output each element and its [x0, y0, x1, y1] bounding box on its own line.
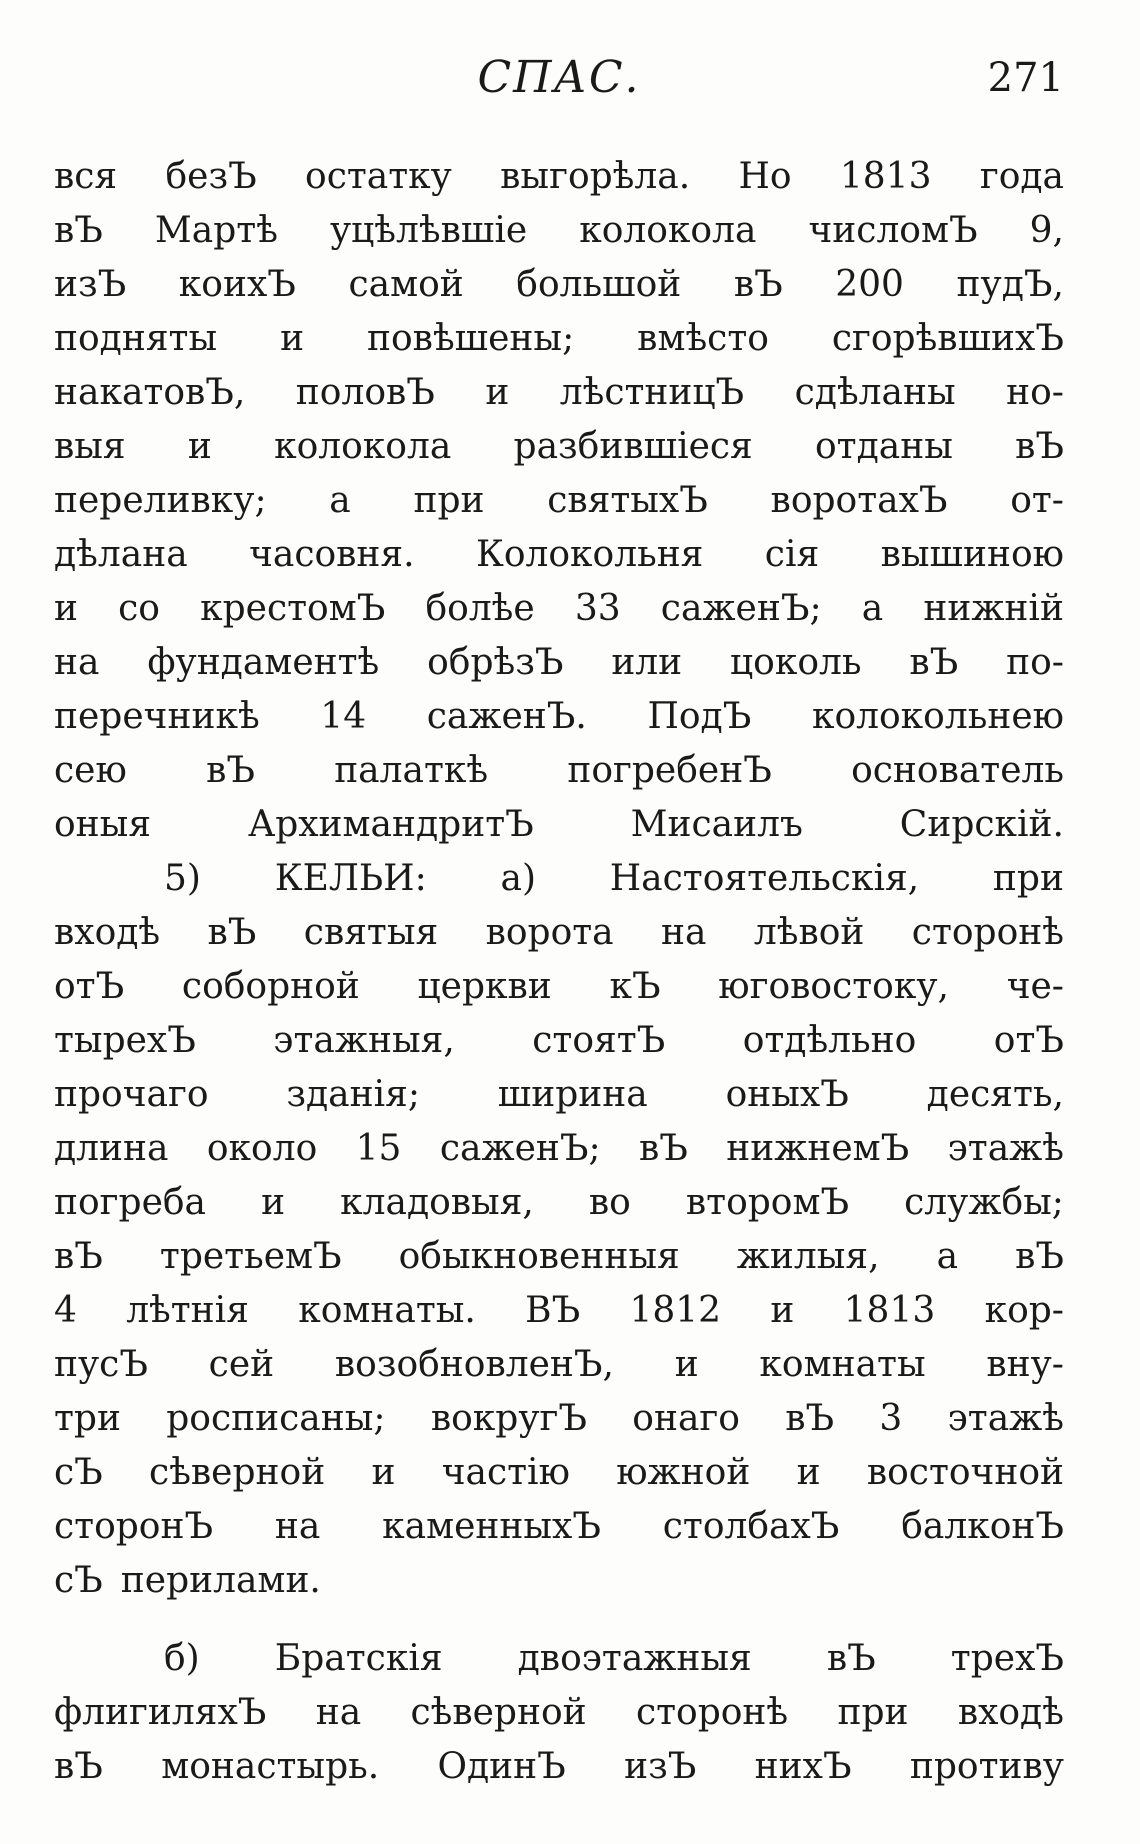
word: на — [661, 912, 707, 953]
word: сгорѣвшихЪ — [831, 318, 1064, 359]
text-line — [54, 1068, 1064, 1122]
word: сторонѣ — [635, 1692, 789, 1733]
word: че- — [1006, 966, 1064, 1007]
word: 33 — [574, 588, 621, 629]
word: сѣверной — [149, 1452, 326, 1493]
word: колокола — [579, 210, 757, 251]
word: три — [54, 1398, 121, 1439]
word: около — [206, 1128, 318, 1169]
word: самой — [348, 264, 464, 305]
word: столбахЪ — [662, 1506, 840, 1547]
text-line — [54, 582, 1064, 636]
word: Но — [738, 156, 792, 197]
word: 200 — [835, 264, 904, 305]
word: сѣверной — [410, 1692, 587, 1733]
word: фундаментѣ — [147, 642, 380, 683]
word: вЪ — [206, 750, 255, 791]
word: и — [485, 372, 510, 413]
text-line — [54, 1122, 1064, 1176]
word: на — [274, 1506, 321, 1547]
text-body — [54, 150, 1064, 1794]
word: на — [315, 1692, 362, 1733]
word: перилами. — [120, 1560, 321, 1601]
word: 14 — [320, 696, 367, 737]
word: вЪ — [785, 1398, 835, 1439]
text-line — [54, 1446, 1064, 1500]
word: АрхимандритЪ — [247, 804, 534, 845]
word: сторонѣ — [911, 912, 1064, 953]
word: 3 — [879, 1398, 903, 1439]
word: лѣвой — [753, 912, 865, 953]
running-head — [54, 48, 1064, 108]
word: палаткѣ — [334, 750, 489, 791]
word: двоэтажныя — [517, 1638, 752, 1679]
word: соборной — [181, 966, 360, 1007]
word: ОдинЪ — [437, 1746, 566, 1787]
word: перечникѣ — [54, 696, 260, 737]
text-line — [54, 636, 1064, 690]
word: нижній — [923, 588, 1064, 629]
word: и — [187, 426, 212, 467]
word: святыя — [303, 912, 439, 953]
word: ПодЪ — [647, 696, 752, 737]
word: ВЪ — [525, 1290, 581, 1331]
word: а) — [500, 858, 536, 899]
word: зданія; — [286, 1074, 420, 1115]
text-line — [54, 528, 1064, 582]
word: часовня. — [249, 534, 415, 575]
word: ширина — [497, 1074, 648, 1115]
word: со — [118, 588, 160, 629]
text-line — [54, 1338, 1064, 1392]
word: вЪ — [638, 1128, 688, 1169]
paragraph-gap — [54, 1608, 1064, 1632]
word: Братскія — [274, 1638, 443, 1679]
text-line — [54, 1632, 1064, 1686]
word: или — [611, 642, 683, 683]
word: лѣтнія — [126, 1290, 249, 1331]
word: на — [54, 642, 100, 683]
word: вокругЪ — [430, 1398, 587, 1439]
text-line — [54, 960, 1064, 1014]
text-line — [54, 852, 1064, 906]
word: 1813 — [839, 156, 932, 197]
word: и — [674, 1344, 699, 1385]
word: кор- — [984, 1290, 1064, 1331]
word: оныхЪ — [725, 1074, 849, 1115]
word: Мартѣ — [154, 210, 278, 251]
word: выгорѣла. — [500, 156, 691, 197]
word: монастырь. — [161, 1746, 380, 1787]
word: вся — [54, 156, 118, 197]
word: сія — [764, 534, 820, 575]
word: разбившіеся — [513, 426, 753, 467]
word: и — [770, 1290, 795, 1331]
word: кЪ — [609, 966, 661, 1007]
word: накатовЪ, — [54, 372, 246, 413]
word: Мисаилъ — [630, 804, 803, 845]
word: отЪ — [993, 1020, 1064, 1061]
word: б) — [164, 1638, 200, 1679]
word: возобновленЪ, — [334, 1344, 614, 1385]
running-title: СПАС. — [477, 52, 641, 103]
word: сЪ — [54, 1560, 103, 1601]
word: вЪ — [54, 1746, 103, 1787]
word: воротахЪ — [770, 480, 948, 521]
word: подняты — [54, 318, 218, 359]
word: отЪ — [54, 966, 125, 1007]
word: вЪ — [909, 642, 959, 683]
word: повѣшены; — [367, 318, 575, 359]
word: изЪ — [54, 264, 127, 305]
word: третьемЪ — [159, 1236, 342, 1277]
word: балконЪ — [901, 1506, 1064, 1547]
word: сею — [54, 750, 127, 791]
word: вЪ — [54, 210, 103, 251]
word: обыкновенныя — [398, 1236, 680, 1277]
word: 9, — [1029, 210, 1064, 251]
text-line — [54, 366, 1064, 420]
word: дѣлана — [54, 534, 188, 575]
word: вышиною — [880, 534, 1064, 575]
text-line — [54, 312, 1064, 366]
word: выя — [54, 426, 126, 467]
text-line — [54, 204, 1064, 258]
text-line — [54, 1500, 1064, 1554]
word: цоколь — [730, 642, 862, 683]
word: во — [588, 1182, 631, 1223]
word: стоятЪ — [532, 1020, 666, 1061]
word: частію — [441, 1452, 570, 1493]
word: по- — [1006, 642, 1064, 683]
word: 15 — [355, 1128, 402, 1169]
word: и — [796, 1452, 821, 1493]
text-line — [54, 906, 1064, 960]
word: онаго — [632, 1398, 740, 1439]
word: погребенЪ — [567, 750, 772, 791]
word: и — [261, 1182, 286, 1223]
word: отданы — [815, 426, 953, 467]
word: изЪ — [624, 1746, 697, 1787]
word: входѣ — [54, 912, 161, 953]
text-line — [54, 1284, 1064, 1338]
word: длина — [54, 1128, 169, 1169]
word: лѣстницЪ — [559, 372, 745, 413]
word: основатель — [851, 750, 1064, 791]
word: болѣе — [425, 588, 535, 629]
word: Сирскій. — [899, 804, 1064, 845]
word: жилыя, — [736, 1236, 880, 1277]
word: 1812 — [629, 1290, 722, 1331]
word: южной — [616, 1452, 751, 1493]
word: остатку — [305, 156, 452, 197]
word: святыхЪ — [547, 480, 708, 521]
word: при — [413, 480, 485, 521]
word: а — [329, 480, 351, 521]
word: сдѣланы — [794, 372, 956, 413]
word: крестомЪ — [200, 588, 386, 629]
word: сЪ — [54, 1452, 103, 1493]
word: вЪ — [1015, 1236, 1064, 1277]
word: восточной — [866, 1452, 1064, 1493]
word: оныя — [54, 804, 152, 845]
word: тырехЪ — [54, 1020, 196, 1061]
text-line — [54, 474, 1064, 528]
text-line — [54, 1230, 1064, 1284]
word: вЪ — [1015, 426, 1064, 467]
word: ворота — [485, 912, 614, 953]
word: безЪ — [165, 156, 257, 197]
word: саженЪ; — [439, 1128, 601, 1169]
word: но- — [1006, 372, 1064, 413]
text-line — [54, 1686, 1064, 1740]
text-line — [54, 1740, 1064, 1794]
word: этажныя, — [273, 1020, 455, 1061]
word: половЪ — [295, 372, 435, 413]
word: а — [861, 588, 884, 629]
word: и — [280, 318, 305, 359]
word: погреба — [54, 1182, 207, 1223]
word: комнаты. — [298, 1290, 476, 1331]
text-line — [54, 1392, 1064, 1446]
word: Колокольня — [475, 534, 704, 575]
word: при — [837, 1692, 909, 1733]
word: а — [936, 1236, 959, 1277]
word: от- — [1010, 480, 1064, 521]
text-line — [54, 150, 1064, 204]
word: 4 — [54, 1290, 77, 1331]
word: флигиляхЪ — [54, 1692, 267, 1733]
text-line — [54, 1176, 1064, 1230]
word: сторонЪ — [54, 1506, 214, 1547]
word: вну- — [986, 1344, 1064, 1385]
text-line — [54, 798, 1064, 852]
text-line — [54, 690, 1064, 744]
word: нихЪ — [754, 1746, 852, 1787]
word: колокола — [274, 426, 452, 467]
word: саженЪ; — [660, 588, 822, 629]
word: каменныхЪ — [382, 1506, 601, 1547]
word: 1813 — [843, 1290, 936, 1331]
word: пудЪ, — [956, 264, 1064, 305]
word: года — [979, 156, 1064, 197]
word: вмѣсто — [637, 318, 769, 359]
word: обрѣзЪ — [427, 642, 564, 683]
word: пусЪ — [54, 1344, 148, 1385]
text-line — [54, 1554, 1064, 1608]
word: второмЪ — [685, 1182, 850, 1223]
word: коихЪ — [178, 264, 296, 305]
word: и — [54, 588, 78, 629]
word: саженЪ. — [426, 696, 587, 737]
word: этажѣ — [947, 1398, 1064, 1439]
word: вЪ — [826, 1638, 876, 1679]
word: при — [992, 858, 1064, 899]
word: росписаны; — [166, 1398, 386, 1439]
word: вЪ — [54, 1236, 103, 1277]
text-line — [54, 1014, 1064, 1068]
word: числомЪ — [808, 210, 978, 251]
word: этажѣ — [947, 1128, 1064, 1169]
word: переливку; — [54, 480, 267, 521]
word: входѣ — [957, 1692, 1064, 1733]
word: службы; — [904, 1182, 1064, 1223]
text-line — [54, 420, 1064, 474]
word: большой — [516, 264, 682, 305]
text-line — [54, 744, 1064, 798]
word: прочаго — [54, 1074, 209, 1115]
word: комнаты — [759, 1344, 926, 1385]
word: отдѣльно — [742, 1020, 917, 1061]
word: КЕЛЬИ: — [274, 858, 427, 899]
word: нижнемЪ — [726, 1128, 910, 1169]
word: сей — [208, 1344, 275, 1385]
page-number: 271 — [987, 55, 1064, 101]
word: юговостоку, — [718, 966, 949, 1007]
word: и — [371, 1452, 396, 1493]
word: уцѣлѣвшіе — [329, 210, 528, 251]
word: Настоятельскія, — [609, 858, 920, 899]
word: трехЪ — [950, 1638, 1064, 1679]
word: кладовыя, — [340, 1182, 534, 1223]
text-line — [54, 258, 1064, 312]
word: церкви — [417, 966, 552, 1007]
word: вЪ — [733, 264, 783, 305]
word: противу — [909, 1746, 1064, 1787]
word: колокольнею — [811, 696, 1064, 737]
word: десять, — [926, 1074, 1064, 1115]
word: вЪ — [207, 912, 257, 953]
word: 5) — [164, 858, 201, 899]
